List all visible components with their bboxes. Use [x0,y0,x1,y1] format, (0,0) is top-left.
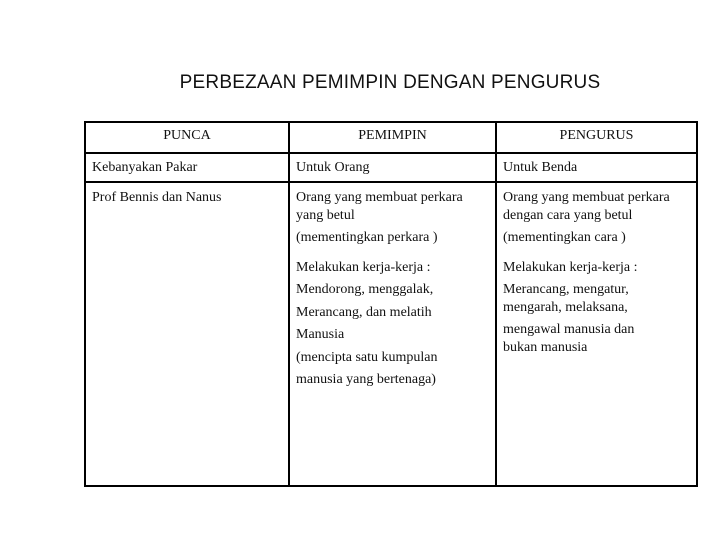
table-row [85,153,697,182]
text-line: bukan manusia [503,339,588,355]
text-line: dengan cara yang betul [503,207,633,223]
cell-pengurus-1: Untuk Benda [496,153,697,182]
header-punca: PUNCA [85,122,289,153]
text-line: Merancang, mengatur, [503,282,629,297]
text-line: Merancang, dan melatih [296,304,432,320]
text-line: (mencipta satu kumpulan [296,349,438,365]
pemimpin-tasks [296,259,495,389]
comparison-table [84,121,698,487]
text-line: Manusia [296,327,345,342]
pengurus-definition [503,189,696,247]
text-line: (mementingkan perkara ) [296,230,438,245]
page-title: PERBEZAAN PEMIMPIN DENGAN PENGURUS [179,72,601,93]
pemimpin-definition [296,189,495,247]
text-line: Melakukan kerja-kerja : [296,259,431,275]
cell-pemimpin-2 [289,182,496,486]
text-line: (mementingkan cara ) [503,230,626,245]
cell-pemimpin-1: Untuk Orang [289,153,496,182]
text-line: Mendorong, menggalak, [296,282,434,297]
text-line: yang betul [296,207,355,223]
table-row [85,182,697,486]
pengurus-tasks [503,259,696,357]
cell-pengurus-2 [496,182,697,486]
text-line: mengawal manusia dan [503,322,635,337]
cell-punca-2: Prof Bennis dan Nanus [85,182,289,486]
text-line: Melakukan kerja-kerja : [503,259,638,275]
table-header-row [85,122,697,153]
text-line: Orang yang membuat perkara [296,190,463,205]
cell-punca-1: Kebanyakan Pakar [85,153,289,182]
text-line: Orang yang membuat perkara [503,190,670,205]
header-pengurus: PENGURUS [496,122,697,153]
text-line: manusia yang bertenaga) [296,372,436,387]
header-pemimpin: PEMIMPIN [289,122,496,153]
text-line: mengarah, melaksana, [503,299,628,315]
